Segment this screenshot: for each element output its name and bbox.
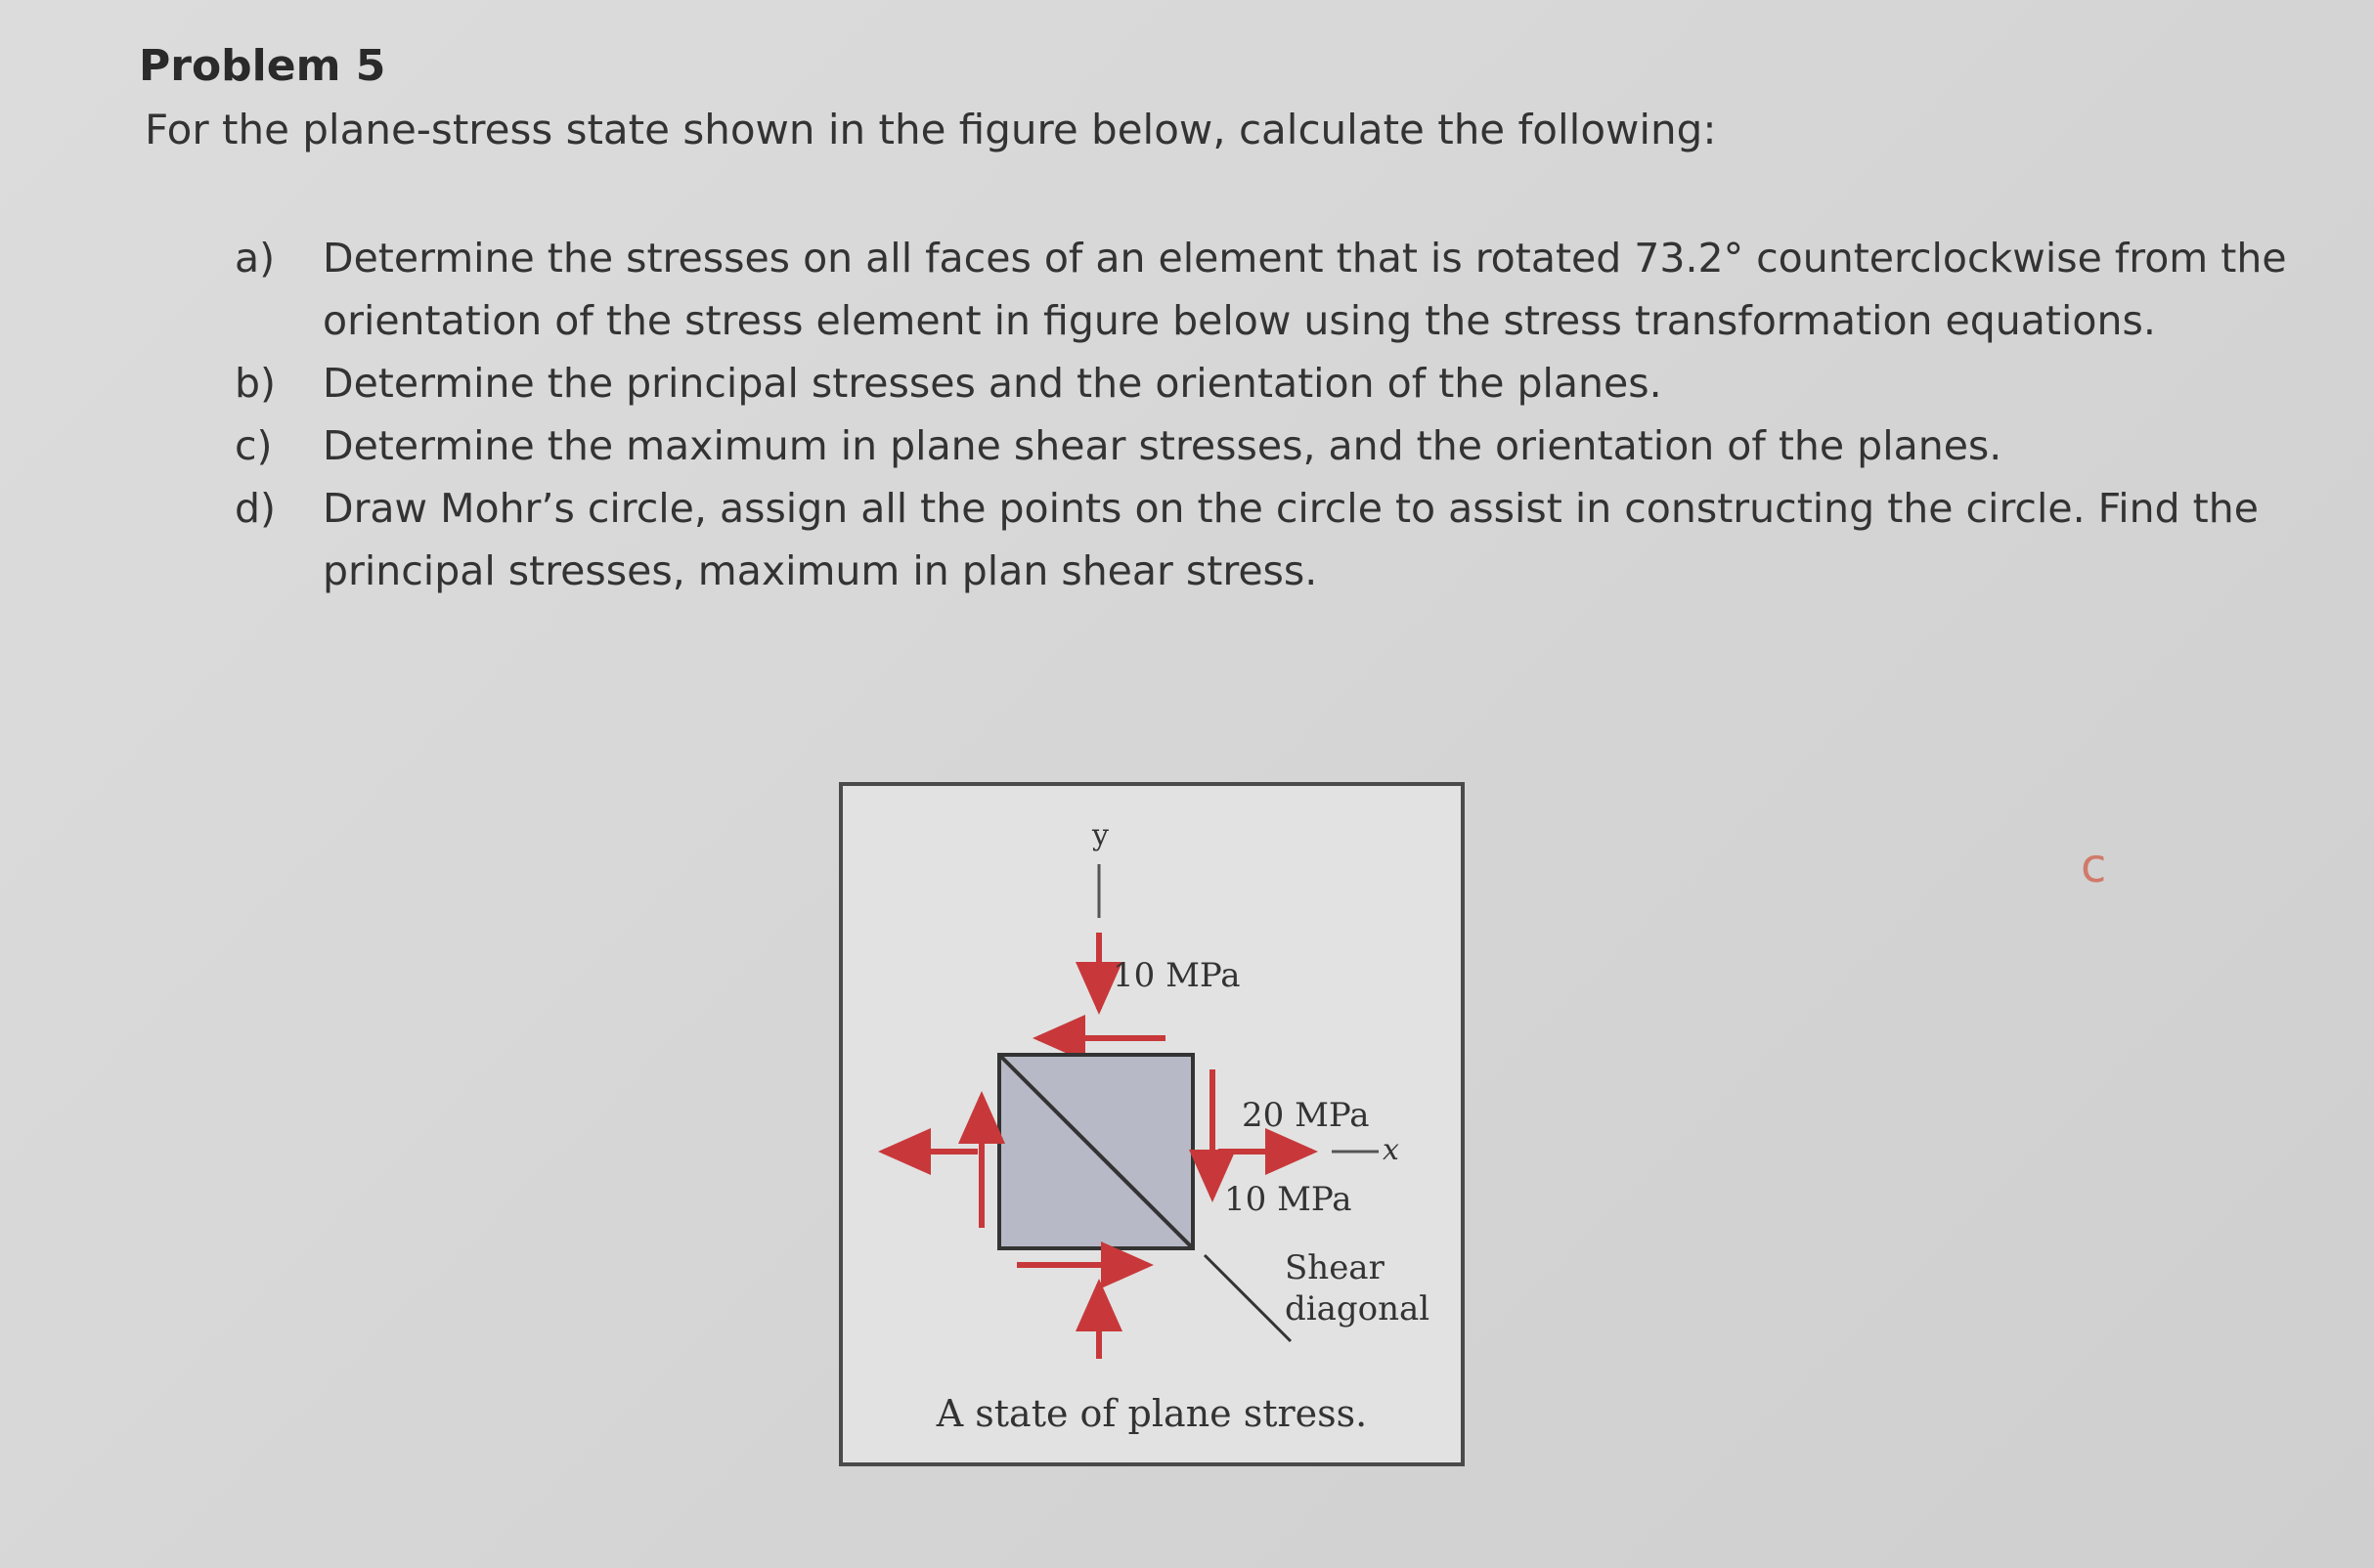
- task-item-b: [235, 352, 2288, 414]
- task-text: Draw Mohr’s circle, assign all the points on the circle to assist in constructing the circle. Find the principal stresses, maximum in plan shear stress.: [323, 485, 2259, 594]
- shear-diagonal-label-line1: Shear: [1285, 1248, 1385, 1287]
- handwritten-mark: c: [2081, 839, 2107, 893]
- normal-stress-x-label: 20 MPa: [1242, 1096, 1370, 1135]
- figure-caption: A state of plane stress.: [936, 1392, 1368, 1435]
- normal-stress-y-label: 10 MPa: [1113, 956, 1241, 995]
- shear-stress-label: 10 MPa: [1224, 1180, 1352, 1219]
- task-text: Determine the maximum in plane shear stresses, and the orientation of the planes.: [323, 422, 2002, 469]
- task-item-c: [235, 414, 2288, 477]
- task-list: [235, 227, 2288, 602]
- stress-element-figure: [839, 782, 1465, 1466]
- y-axis-label: y: [1092, 818, 1109, 852]
- shear-diagonal-label-line2: diagonal: [1285, 1289, 1430, 1328]
- task-marker: d): [235, 485, 277, 532]
- task-item-a: [235, 227, 2288, 352]
- stress-element-diagram: [843, 786, 1461, 1462]
- task-marker: b): [235, 360, 277, 407]
- x-axis-label: x: [1383, 1133, 1399, 1167]
- task-marker: c): [235, 422, 273, 469]
- task-text: Determine the stresses on all faces of an element that is rotated 73.2° counterclockwise from the orientation of the stress element in figure below using the stress transformation equations.: [323, 235, 2287, 344]
- shear-diagonal-leader: [1205, 1255, 1291, 1341]
- problem-title: Problem 5: [139, 41, 386, 91]
- task-marker: a): [235, 235, 276, 282]
- problem-intro: For the plane-stress state shown in the figure below, calculate the following:: [145, 106, 1717, 153]
- task-item-d: [235, 477, 2288, 602]
- task-text: Determine the principal stresses and the orientation of the planes.: [323, 360, 1662, 407]
